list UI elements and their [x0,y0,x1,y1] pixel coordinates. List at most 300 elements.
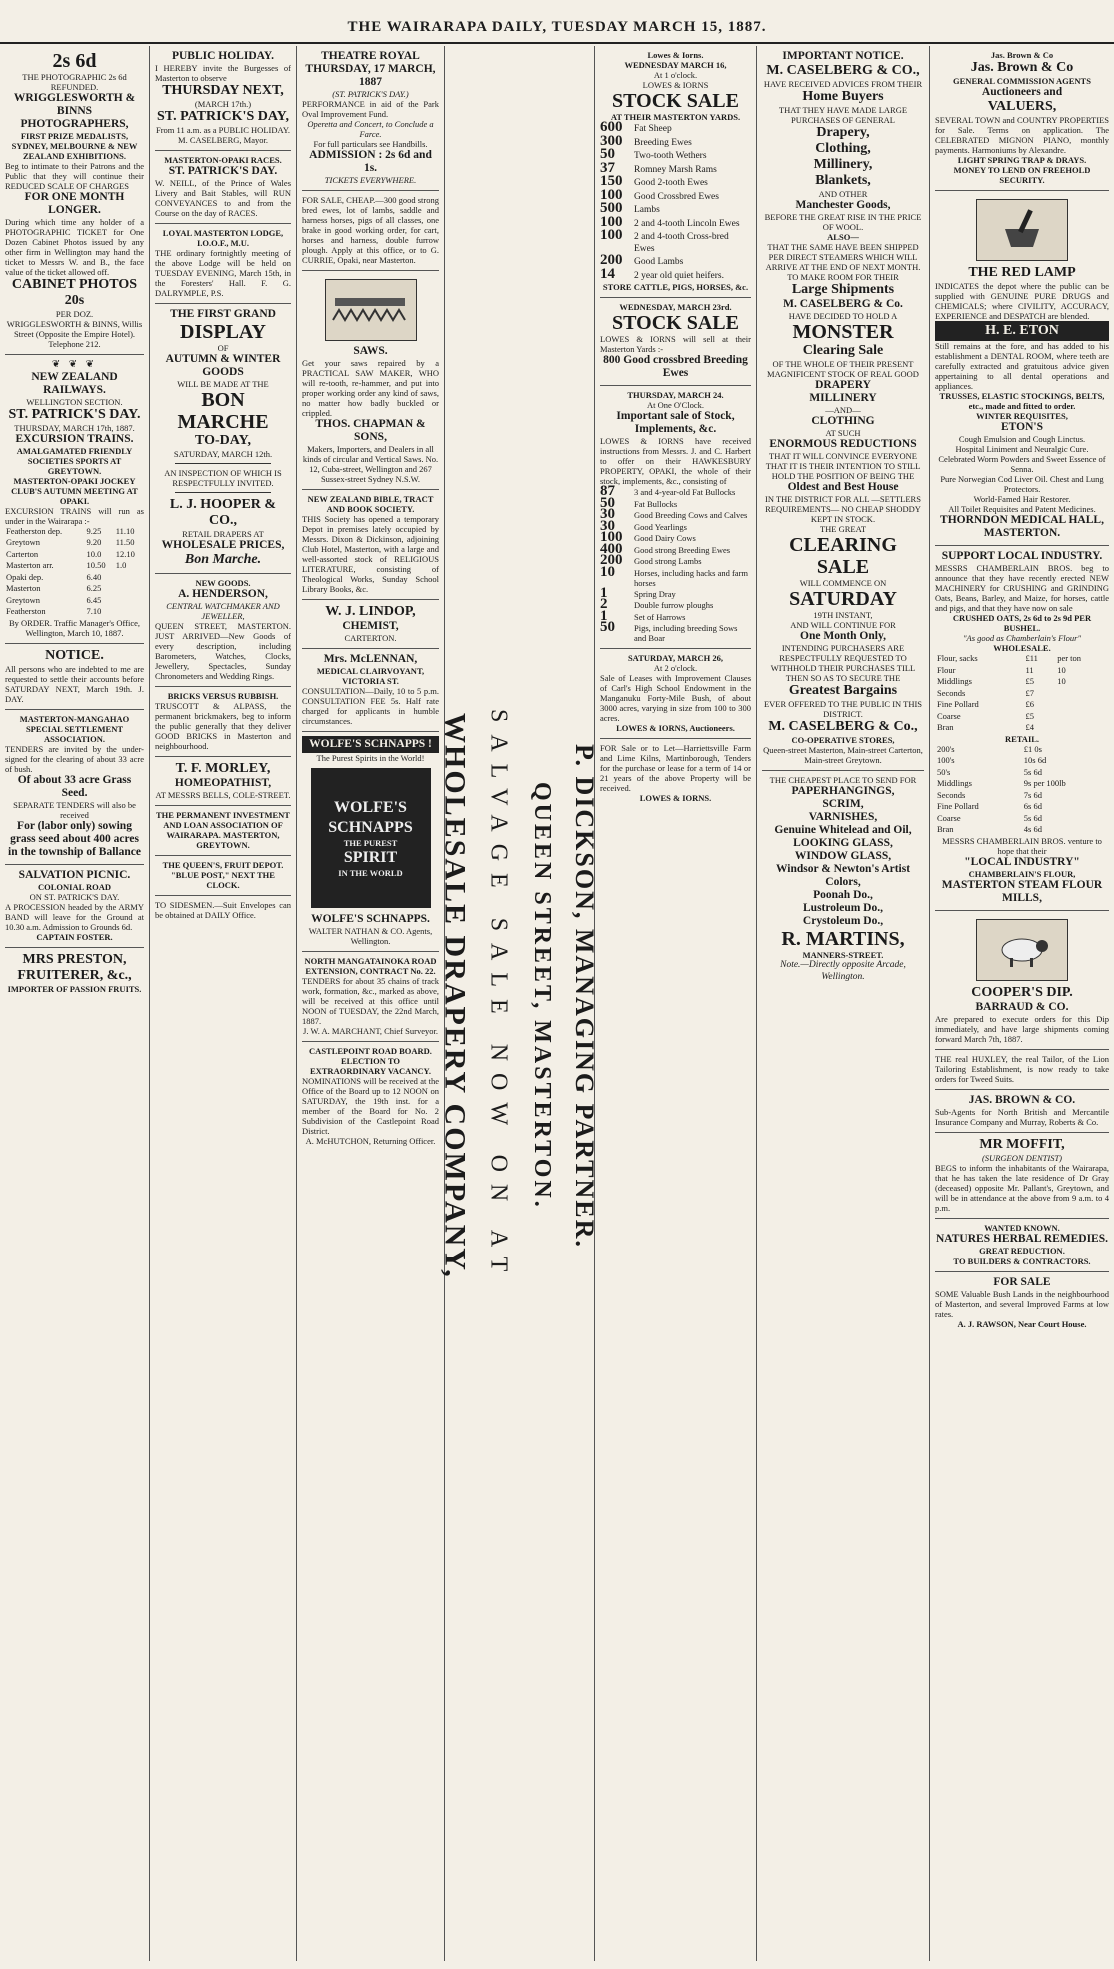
harriettsville-ad [600,739,751,808]
clearing-heading-2: CLEARING [789,534,897,556]
fare-cell: Masterton arr. [6,560,54,570]
stock-desc: Romney Marsh Rams [634,164,717,175]
price-cell: 100's [937,755,955,765]
wholesale-table [935,653,1109,734]
sidemen-ad [155,896,291,925]
general-text: GENERAL COMMISSION AGENTS [953,76,1091,86]
price-cell: £5 [1025,710,1034,721]
morley-ad [155,757,291,806]
shipped-text: THAT THE SAME HAVE BEEN SHIPPED PER DIRECT STEAMERS WHICH WILL ARRIVE AT THE END OF NEXT MONTH. [765,242,921,272]
drapers-text: RETAIL DRAPERS AT [182,529,264,539]
poonah-heading: Poonah Do., [813,889,873,901]
list-item [600,252,751,269]
continue-text: AND WILL CONTINUE FOR [790,620,896,630]
jas-heading: Jas. Brown & Co [970,60,1074,75]
box-line: WOLFE'S [334,799,407,816]
greatest-heading: Greatest Bargains [788,683,898,698]
first-heading: THE FIRST GRAND [170,308,276,320]
election-heading: ELECTION TO EXTRAORDINARY VACANCY. [309,1056,432,1076]
fare-cell: Greytown [6,537,40,547]
stock-desc: Horses, including hacks and farm horses [634,567,749,588]
saws-illustration-icon [325,279,417,341]
caselberg-heading: M. CASELBERG & CO., [766,63,920,78]
display-heading: DISPLAY [180,321,266,343]
valuers-heading: VALUERS, [987,99,1057,114]
sale-heading: SALE [816,556,870,578]
etons-heading: ETON'S [1001,421,1043,433]
table-row [935,767,1109,779]
list-item [600,540,751,557]
list-item [600,494,751,511]
jbrown-body: Sub-Agents for North British and Mercantile Insurance Company and Murray, Roberts & Co. [935,1106,1109,1127]
cheapest-text: THE CHEAPEST PLACE TO SEND FOR [769,775,917,785]
wolfe-heading: WOLFE'S SCHNAPPS ! [302,736,439,753]
bon-marche-ad [155,304,291,574]
settlement-ad [5,710,144,865]
price-cell: Bran [937,824,954,834]
rail-footer: By ORDER. Traffic Manager's Office, Wellington, March 10, 1887. [8,617,141,638]
performance-body: PERFORMANCE in aid of the Park Oval Improvement Fund. [302,99,439,119]
castlepoint-heading: CASTLEPOINT ROAD BOARD. [309,1046,432,1056]
stock-count: 10 [600,563,615,580]
whitelead-heading: Genuine Whitelead and Oil, [774,824,912,836]
stock-desc: 2 and 4-tooth Lincoln Ewes [634,218,740,229]
schnapps-bottle-icon [311,768,431,908]
stock-desc: Lambs [634,205,660,215]
column-6 [757,46,930,1961]
forsale-body: SOME Valuable Bush Lands in the neighbourhood of Masterton, and several Improved Farms at low rates. [935,1288,1109,1319]
support-body: MESSRS CHAMBERLAIN BROS. beg to announce that they have recently erected NEW MACHINERY for CRUSHING and GRINDING Oats, Beans, Barley, and Maize, for horses, cattle and pigs, and that they have now on sale [935,563,1109,613]
preston-ad [5,948,144,999]
bon-heading: BON MARCHE [177,389,269,433]
stpat-heading: ST. PATRICK'S DAY, [156,109,289,124]
firm-sub: FIRST PRIZE MEDALISTS, SYDNEY, MELBOURNE & NEW ZEALAND EXHIBITIONS. [11,131,138,161]
table-row [935,665,1109,677]
store-text: STORE CATTLE, PIGS, HORSES, &c. [602,282,749,292]
stock-count: 50 [600,146,615,162]
list-item [600,483,751,499]
stock-count: 150 [600,173,623,189]
saturday-heading: SATURDAY, MARCH 26, [627,653,724,663]
redlamp-heading: THE RED LAMP [968,265,1076,280]
jbrown-insurance-ad [935,1090,1109,1133]
table-row [5,526,144,538]
red-lamp-ad [935,191,1109,546]
list-item [600,619,751,643]
clairvoyant-heading: MEDICAL CLAIRVOYANT, VICTORIA ST. [316,666,425,686]
cabinet-heading: CABINET PHOTOS 20s [11,277,138,308]
stock-count: 100 [600,186,623,203]
instant-text: 19TH INSTANT, [813,610,873,620]
stock-count: 200 [600,552,623,568]
room-text: TO MAKE ROOM FOR THEIR [787,272,899,282]
bells-text: AT MESSRS BELLS, COLE-STREET. [155,790,291,800]
inspection-text: AN INSPECTION OF WHICH IS RESPECTFULLY INVITED. [164,468,282,488]
list-item [600,265,751,283]
admission-heading: ADMISSION : 2s 6d and 1s. [309,149,432,174]
stock-desc: Set of Harrows [634,611,686,622]
crystoleum-heading: Crystoleum Do., [802,915,884,927]
forsale-body: FOR Sale or to Let—Harriettsville Farm and Lime Kilns, Martinborough, Tenders for the purchase or lease for a term of 14 or 21 years of the above Property will be received. [600,743,751,793]
before-text: BEFORE THE GREAT RISE IN THE PRICE OF WOOL. [764,212,922,232]
stock-desc: Good strong Lambs [634,556,702,566]
lease-ad [600,649,751,739]
bricks-ad [155,687,291,757]
lowes-text-2: LOWES & IORNS. [639,793,712,803]
stock-count: 87 [600,483,615,499]
varnishes-heading: VARNISHES, [808,811,878,823]
also-text: ALSO— [827,232,859,242]
fare-cell: Carterton [6,548,39,559]
column-2 [150,46,297,1961]
thursday-heading: THURSDAY, MARCH 24. [627,390,724,400]
table-row [935,744,1109,756]
list-item [600,506,751,522]
rail-sub: WELLINGTON SECTION. [26,396,123,407]
list-item [600,529,751,545]
list-item [600,517,751,534]
mcb-heading: M. CASELBERG & Co. [783,298,903,310]
wholesale-heading: WHOLESALE PRICES, [161,539,285,551]
coopers-dip-ad [935,911,1109,1050]
price-cell: Fine Pollard [937,699,979,709]
captain-name: CAPTAIN FOSTER. [36,931,113,942]
list-item [600,563,751,588]
list-item [600,173,751,190]
decided-text: HAVE DECIDED TO HOLD A [788,311,898,321]
box-line: SPIRIT [343,849,398,866]
railways-ad [5,355,144,644]
price-cell: Middlings [937,676,972,686]
rail-title: NEW ZEALAND RAILWAYS. [31,370,118,396]
lowes-text: LOWES & IORNS, Auctioneers. [616,723,735,733]
masthead-title: THE WAIRARAPA DAILY, TUESDAY MARCH 15, 1887. [347,19,767,35]
moffit-body: BEGS to inform the inhabitants of the Wairarapa, that he has taken the late residence of Dr Gray (deceased) opposite Mr. Pallant's, Greytown, and will be in attendance at the above from 9 a.m. to 4 p.m. [935,1162,1109,1213]
price-cell: Bran [937,722,954,732]
chapman-body: Makers, Importers, and Dealers in all kinds of circular and Vertical Saws. No. 12, Cuba-street, Wellington and 267 Sussex-street Sydney N.S.W. [302,444,439,484]
fare-cell: 6.25 [86,583,102,593]
homeo-heading: HOMEOPATHIST, [174,777,272,789]
redlamp-body: INDICATES the depot where the public can be supplied with GENUINE PURE DRUGS and CHEMICALS; where CIVILITY, ACCURACY, EXPERIENCE and DESPATCH are blended. [935,281,1109,321]
stock-desc: Fat Bullocks [634,498,678,509]
column-1 [0,46,150,1961]
forsale-heading: FOR SALE [993,1275,1051,1288]
races-heading: MASTERTON-OPAKI RACES. [164,155,282,165]
stock-sale-ad-1 [600,46,751,298]
list-item [600,552,751,568]
paper-heading: PAPERHANGINGS, [791,785,895,797]
wholesale-label: WHOLESALE. [993,643,1051,653]
fare-cell: Opaki dep. [6,571,44,582]
bible-heading: NEW ZEALAND BIBLE, TRACT AND BOOK SOCIETY. [307,494,434,514]
price-heading: 2s 6d [52,50,97,72]
stock-desc: Fat Sheep [634,124,672,134]
price-cell: 6s 6d [1023,801,1042,811]
wanted-ad [935,1219,1109,1272]
stock-count: 50 [600,494,615,511]
stock-desc: Good Yearlings [634,521,687,532]
surgeon-text: (SURGEON DENTIST) [981,1152,1063,1163]
and-text: —AND— [825,405,861,415]
hooper-heading: L. J. HOOPER & CO., [169,497,277,528]
lodge-heading: LOYAL MASTERTON LODGE, I.O.O.F., M.U. [162,228,284,248]
carterton-text: CARTERTON. [344,633,397,643]
morley-heading: T. F. MORLEY, [175,761,271,776]
list-item [600,596,751,612]
table-row [935,813,1109,825]
stock-count: 100 [600,227,623,243]
stock-desc: Good strong Breeding Ewes [634,544,731,555]
permanent-ad [155,806,291,856]
list-item [600,132,751,150]
chemist-heading: CHEMIST, [342,620,399,632]
clothing-heading-2: CLOTHING [811,415,875,427]
stock-count: 100 [600,213,623,230]
excursion-body: EXCURSION TRAINS will run as under in the Wairarapa :- [5,505,144,526]
millinery-heading-2: MILLINERY [809,392,877,404]
thorndon-heading: THORNDON MEDICAL HALL, MASTERTON. [940,514,1104,539]
price-cell: £1 0s [1023,743,1042,754]
table-row [935,711,1109,723]
marchant-text: J. W. A. MARCHANT, Chief Surveyor. [303,1026,438,1036]
lustroleum-heading: Lustroleum Do., [803,902,883,914]
stock-sale-ad-2 [600,298,751,386]
fare-cell: Greytown [6,594,40,605]
saturday-heading: SATURDAY [789,588,897,610]
builders-heading: TO BUILDERS & CONTRACTORS. [953,1255,1091,1266]
wanted-heading: WANTED KNOWN. [984,1222,1060,1233]
preston-sub: IMPORTER OF PASSION FRUITS. [7,983,142,994]
stpat-heading: ST. PATRICK'S DAY. [8,406,141,422]
lindop-ad [302,600,439,649]
notice-ad [5,644,144,710]
colonial-road: COLONIAL ROAD [38,881,111,892]
holiday-ad [155,46,291,151]
saws-heading: SAWS. [353,345,388,357]
light-text: LIGHT SPRING TRAP & DRAYS. [957,155,1087,165]
vertical-line-3: QUEEN STREET, MASTERTON. [528,782,555,1210]
commence-text: WILL COMMENCE ON [799,578,887,588]
queen-text: Queen-street Masterton, Main-street Carterton, Main-street Greytown. [763,745,923,765]
firm-text: LOWES & IORNS [642,80,709,90]
stpat-text: (ST. PATRICK'S DAY.) [332,89,409,99]
whole-text: OF THE WHOLE OF THEIR PRESENT MAGNIFICENT STOCK OF REAL GOOD [767,359,919,379]
bricks-heading: BRICKS VERSUS RUBBISH. [167,691,279,701]
cod-text: Pure Norwegian Cod Liver Oil. Chest and Lung Protectors. [940,474,1104,494]
labour-heading: For (labor only) sowing grass seed about 400 acres in the township of Ballance [8,819,141,858]
worm-text: Celebrated Worm Powders and Sweet Essence of Senna. [938,454,1106,474]
list-item [600,159,751,177]
mangatainoka-ad [302,952,439,1042]
stock-desc: Good Breeding Cows and Calves [634,510,748,520]
operetta-text: Operetta and Concert, to Conclude a Farce. [307,119,434,139]
coop-text: CO-OPERATIVE STORES, [791,735,895,745]
mclennan-heading: Mrs. McLENNAN, [323,653,418,665]
price-cell: 200's [937,743,955,754]
cabinet-address: WRIGGLESWORTH & BINNS, Willis Street (Opposite the Empire Hotel). Telephone 212. [6,319,143,349]
blankets-heading: Blankets, [815,173,871,188]
retail-table [935,744,1109,836]
manners-text: MANNERS-STREET. [802,950,884,960]
oclock-text-2: At 2 o'clock. [653,663,698,673]
toilet-text: All Toilet Requisites and Patent Medicines. [948,504,1096,514]
from-text: From 11 a.m. as a PUBLIC HOLIDAY. M. CASELBERG, Mayor. [155,125,291,145]
box-line: SCHNAPPS [328,819,413,836]
fare-cell: 11.50 [115,537,135,547]
stock-desc: 2 and 4-tooth Cross-bred Ewes [634,232,729,254]
fare-cell: 6.40 [86,571,102,582]
clothing-heading: Clothing, [815,141,871,156]
price-cell: 9s per 100lb [1023,778,1066,788]
salvation-ad [5,865,144,948]
barraud-heading: BARRAUD & CO. [975,1000,1069,1013]
list-item [600,186,751,204]
windsor-heading: Windsor & Newton's Artist Colors, [775,863,911,888]
procession-body: A PROCESSION headed by the ARMY BAND will leave for the Ground at 10.30 a.m. Admission to Grounds 6d. [5,901,144,932]
stock-desc: Pigs, including breeding Sows and Boar [634,623,738,643]
masterton-mills-heading: MASTERTON STEAM FLOUR MILLS, [941,878,1103,904]
rawson-ad [935,1272,1109,1334]
valuers-body: SEVERAL TOWN and COUNTRY PROPERTIES for Sale. Terms on application. The CELEBRATED MIGNON PIANO, monthly payments. Harmoniums by Alexandre. [935,115,1109,155]
sheep-icon [976,919,1068,981]
thursday-heading: THURSDAY, 17 MARCH, 1887 [305,63,436,88]
tenders-body: TENDERS for about 35 chains of track work, formation, &c., marked as above, will be received at this office until NOON of TUESDAY, the 22nd March, 1887. [302,976,439,1026]
fare-cell: Featherston [6,606,46,616]
henderson-ad [155,574,291,687]
table-row [5,583,144,595]
table-row [935,801,1109,813]
vertical-line-4: P. DICKSON, MANAGING PARTNER. [569,743,599,1249]
looking-heading: LOOKING GLASS, [793,837,893,849]
table-row [5,560,144,572]
tickets-text: TICKETS EVERYWHERE. [324,175,417,185]
important-heading: IMPORTANT NOTICE. [782,50,904,62]
notice-body: Beg to intimate to their Patrons and the Public that they will continue their REDUCED SCALE OF CHARGES [5,161,144,191]
fare-table [5,526,144,618]
body2-text: LOWES & IORNS will sell at their Masterton Yards :- [600,334,751,354]
vertical-line-1: WHOLESALE DRAPERY COMPANY, [438,713,472,1279]
large-heading: Large Shipments [791,282,895,297]
fare-cell: Featherston dep. [6,525,63,536]
price-cell: 5s 6d [1023,766,1042,777]
huxley-ad [935,1050,1109,1090]
caselberg-ad [762,46,924,771]
hair-text: World-Famed Hair Restorer. [973,494,1071,504]
price-cell: Seconds [937,687,966,698]
price-cell: Coarse [937,710,961,721]
oclock-text: At One O'Clock. [646,400,704,410]
millinery-heading: Millinery, [813,157,873,172]
stocksale-heading: STOCK SALE [612,90,739,112]
stpat-date: THURSDAY, MARCH 17th, 1887. [14,422,135,433]
wolfe-heading-2: WOLFE'S SCHNAPPS. [311,913,430,925]
henderson-heading: A. HENDERSON, [178,588,268,600]
price-cell: £6 [1025,699,1034,709]
amalg-heading: AMALGAMATED FRIENDLY SOCIETIES SPORTS AT GREYTOWN. [16,445,133,476]
stpat-short: ON ST. PATRICK'S DAY. [29,891,120,902]
box-line: THE PUREST [343,838,398,848]
list-item [600,119,751,136]
important-body: LOWES & IORNS have received instructions from Messrs. J. and C. Harbert to offer on their HAWKESBURY PROPERTY, OPAKI, the whole of their stock, implements, &c., consisting of [600,436,751,486]
column-header: Lowes & Iorns. [647,50,704,60]
list-item [600,213,751,231]
full-text: For full particulars see Handbills. [313,139,428,149]
stocksale-heading-2: STOCK SALE [612,312,739,334]
price-cell: Coarse [937,812,961,823]
eton-body: Still remains at the fore, and has added to his establishment a DENTAL ROOM, where teeth are carefully extracted and gratuitous advice given appertaining to all dental operations and appliances. [935,341,1109,391]
winter-text: WINTER REQUISITES, [976,411,1068,421]
price-cell: 5s 6d [1023,812,1042,823]
list-item [600,227,751,255]
one-month: FOR ONE MONTH LONGER. [24,191,125,216]
saws-ad [302,271,439,490]
chamberlain-ad [935,546,1109,911]
quote-text: "As good as Chamberlain's Flour" [962,633,1082,643]
yards-text: AT THEIR MASTERTON YARDS. [610,112,741,122]
oldest-heading: Oldest and Best House [787,481,899,493]
march-date: (MARCH 17th.) [194,99,252,109]
convince-text: THAT IT WILL CONVINCE EVERYONE THAT IT IS THEIR INTENTION TO STILL HOLD THE POSITION OF BEING THE [765,451,921,481]
retail-label: RETAIL. [1004,733,1040,744]
stock-desc: Double furrow ploughs [634,600,714,610]
mangatainoka-heading: NORTH MANGATAINOKA ROAD EXTENSION, CONTRACT No. 22. [304,956,437,976]
races-ad [155,151,291,224]
fare-cell: 6.45 [86,594,102,605]
price-cell: £4 [1025,722,1034,732]
made-text: WILL BE MADE AT THE [177,379,269,389]
eton-heading: H. E. ETON [935,321,1109,341]
table-row [935,778,1109,790]
castlepoint-ad [302,1042,439,1151]
queen-heading: THE QUEEN'S, FRUIT DEPOT. "BLUE POST," NEXT THE CLOCK. [162,860,284,890]
stock-count: 200 [600,252,623,268]
martins-heading: R. MARTINS, [781,928,905,950]
holiday-body: I HEREBY invite the Burgesses of Masterton to observe [155,63,291,83]
list-item [600,584,751,601]
mortar-pestle-icon [976,199,1068,261]
settlement-heading: MASTERTON-MANGAHAO SPECIAL SETTLEMENT ASSOCIATION. [19,713,130,744]
stock-desc: Breeding Ewes [634,137,692,148]
theatre-heading: THEATRE ROYAL [321,50,420,62]
newgoods-heading: NEW GOODS. [195,578,251,588]
stock-count: 400 [600,540,623,557]
stock-desc: Good Dairy Cows [634,533,696,543]
column-5 [595,46,757,1961]
made-text: THAT THEY HAVE MADE LARGE PURCHASES OF GENERAL [778,105,908,125]
permanent-heading: THE PERMANENT INVESTMENT AND LOAN ASSOCIATION OF WAIRARAPA. MASTERTON, GREYTOWN. [156,810,290,850]
price-cell: 10s 6d [1023,755,1047,765]
price-cell: Middlings [937,778,972,788]
stpat-heading: ST. PATRICK'S DAY. [168,165,278,177]
column-header: Jas. Brown & Co [990,50,1054,60]
such-text: AT SUCH [825,428,861,438]
auctioneers-heading: Auctioneers and [981,86,1063,98]
saturday-date: SATURDAY, MARCH 12th. [173,449,273,459]
price-cell: 10 [1057,664,1066,675]
stock-desc: Two-tooth Wethers [634,151,707,161]
queen-ad [155,856,291,896]
henderson-body: QUEEN STREET, MASTERTON. JUST ARRIVED—New Goods of every description, including Barometers, Watches, Clocks, Jewellery, Spectacles, Sunday Chronometers and Wedding Rings. [155,621,291,681]
price-cell: 50's [937,766,951,777]
stock-count: 600 [600,119,623,135]
autumn-heading: AUTUMN & WINTER GOODS [165,353,281,378]
fare-cell: 10.50 [86,560,106,570]
chapman-heading: THOS. CHAPMAN & SONS, [315,418,426,443]
stock-desc: Spring Dray [634,588,676,599]
huxley-body: THE real HUXLEY, the real Tailor, of the Lion Tailoring Establishment, is now ready to take orders for Tweed Suits. [935,1053,1109,1084]
implements-ad [600,386,751,649]
returning-officer: A. McHUTCHON, Returning Officer. [305,1136,436,1146]
